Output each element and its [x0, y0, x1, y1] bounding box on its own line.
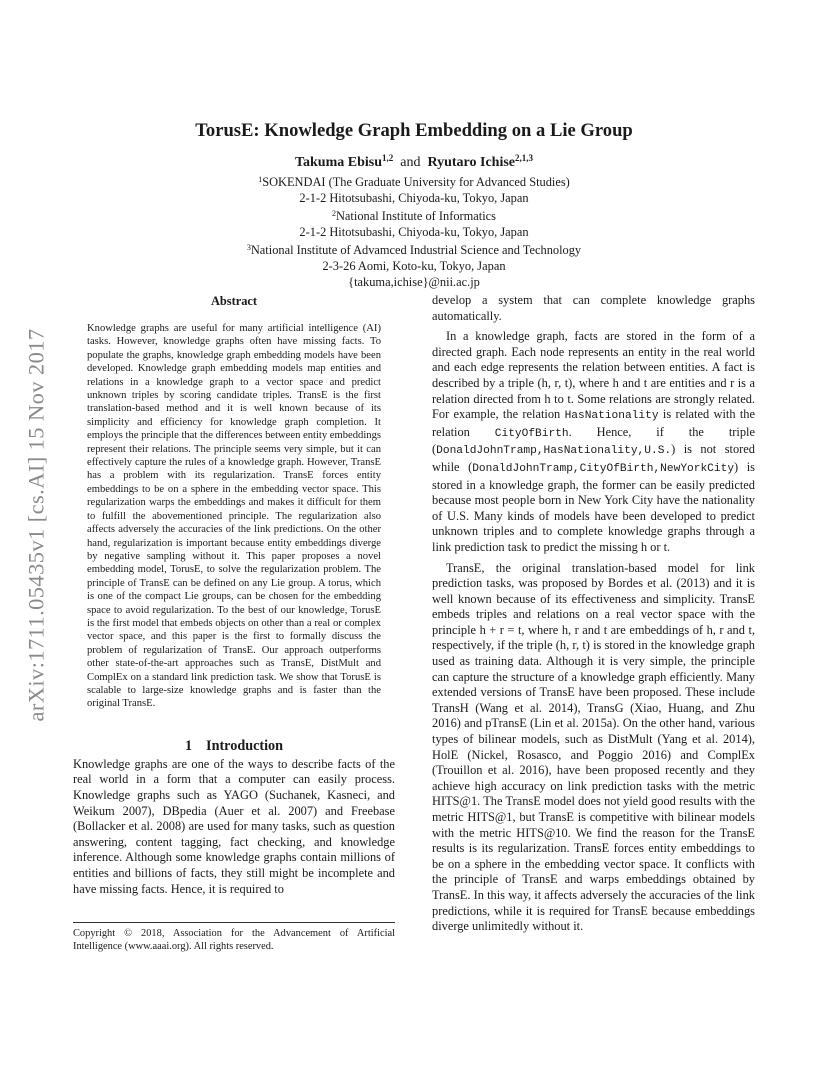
affiliation-text: SOKENDAI (The Graduate University for Advanced Studies) — [262, 175, 570, 189]
affiliation-line — [73, 240, 755, 259]
relation-name: CityOfBirth — [494, 427, 569, 440]
section-title: Introduction — [206, 737, 284, 754]
author-line — [73, 149, 755, 172]
paragraph-text: . Hence, if the triple ( — [432, 424, 755, 457]
author-2-affil: 2,1,3 — [515, 153, 534, 163]
affiliation-line — [73, 172, 755, 191]
author-1-affil: 1,2 — [382, 153, 394, 163]
affiliation-sup: 2 — [331, 209, 336, 219]
affiliation-line — [73, 206, 755, 225]
affiliation-text: 2-1-2 Hitotsubashi, Chiyoda-ku, Tokyo, Japan — [299, 224, 529, 239]
affiliation-line — [73, 225, 755, 241]
affiliation-text: 2-3-26 Aomi, Koto-ku, Tokyo, Japan — [322, 258, 506, 273]
abstract-heading: Abstract — [210, 294, 258, 308]
section-heading-introduction — [73, 737, 395, 755]
arxiv-stamp — [22, 290, 52, 760]
affiliation-sup: 1 — [258, 175, 263, 184]
paragraph-text: In a knowledge graph, facts are stored in the form of a directed graph. Each node represents an entity in the real world and each edge represents the relation between entities. A fact is described by a triple (h, r, t), where h and t are entities and r is a relation directed from h to t. Some relations are strongly related. For example, the relation — [432, 329, 755, 422]
copyright-footnote: Copyright © 2018, Association for the Advancement of Artificial Intelligence (www.aaai.org). All rights reserved. — [73, 922, 395, 953]
intro-paragraph-1: Knowledge graphs are one of the ways to describe facts of the real world in a form that a computer can easily process. Knowledge graphs such as YAGO (Suchanek, Kasneci, and Weikum 2007), DBpedia (Auer et al. 2007) and Freebase (Bollacker et al. 2008) are used for many tasks, such as question answering, content tagging, fact checking, and knowledge inference. Although some knowledge graphs contain millions of entities and billions of facts, they still might be incomplete and have missing facts. Hence, it is required to — [73, 756, 395, 896]
paragraph-text: ) is not stored while ( — [432, 442, 755, 474]
author-1-name: Takuma Ebisu — [294, 155, 383, 170]
affiliation-text: National Institute of Informatics — [335, 209, 496, 224]
relation-name: HasNationality — [564, 410, 659, 423]
triple-example: DonaldJohnTramp,CityOfBirth,NewYorkCity — [472, 462, 735, 475]
affiliations — [73, 172, 755, 290]
triple-example: DonaldJohnTramp,HasNationality,U.S. — [436, 445, 672, 458]
paper-title: TorusE: Knowledge Graph Embedding on a Lie Group — [195, 120, 633, 141]
left-column — [73, 293, 395, 897]
abstract-text: Knowledge graphs are useful for many artificial intelligence (AI) tasks. However, knowledge graphs often have missing facts. To populate the graphs, knowledge graph embedding models have been developed. Knowledge graph embedding models map entities and relations in a knowledge graph to a vector space and predict unknown triples by scoring candidate triples. TransE is the first translation-based method and it is well known because of its simplicity and efficiency for knowledge graph completion. It employs the principle that the differences between entity embeddings represent their relations. The principle seems very simple, but it can effectively capture the rules of a knowledge graph. However, TransE has a problem with its regularization. TransE forces entity embeddings to be on a sphere in the embedding vector space. This regularization warps the embeddings and makes it difficult for them to fulfill the abovementioned principle. The regularization also affects adversely the accuracies of the link predictions. On the other hand, regularization is important because entity embeddings diverge by negative sampling without it. This paper proposes a novel embedding model, TorusE, to solve the regularization problem. The principle of TransE can be defined on any Lie group. A torus, which is one of the compact Lie groups, can be chosen for the embedding space to avoid regularization. To the best of our knowledge, TorusE is the first model that embeds objects on other than a real or complex vector space, and this paper is the first to formally discuss the problem of regularization of TransE. Our approach outperforms other state-of-the-art approaches such as TransE, DistMult and ComplEx on a standard link prediction task. We show that TorusE is scalable to large-size knowledge graphs and is faster than the original TransE. — [87, 323, 381, 710]
email-text: {takuma,ichise}@nii.ac.jp — [348, 274, 480, 289]
intro-paragraph-3: TransE, the original translation-based model for link prediction tasks, was proposed by Bordes et al. (2013) and it is well known because of its effectiveness and simplicity. TransE embeds triples and relations on a real vector space with the principle h + r = t, where h, r and t are embeddings of h, r and t, respectively, if the triple (h, r, t) is stored in the knowledge graph used as training data. Although it is very simple, the principle can capture the structure of a knowledge graph efficiently. Many extended versions of TransE have been proposed. These include TransH (Wang et al. 2014), TransG (Xiao, Huang, and Zhu 2016) and pTransE (Lin et al. 2015a). On the other hand, various types of bilinear models, such as DistMult (Yang et al. 2014), HolE (Nickel, Rosasco, and Poggio 2016) and ComplEx (Trouillon et al. 2016), have been proposed recently and they achieve high accuracy on link prediction tasks with the metric HITS@1. The TransE model does not yield good results with the metric HITS@1, but TransE is competitive with bilinear models with the metric HITS@10. We find the reason for the TransE results is its regularization. TransE forces entity embeddings to be on a sphere in the embedding vector space. It conflicts with the principle of TransE and warps embeddings obtained by TransE. In this way, it affects adversely the accuracies of the link predictions, while it is required for TransE because embeddings diverge unlimitedly without it. — [432, 560, 755, 934]
paragraph-text: ) is stored in a knowledge graph, the former can be easily predicted because most people born in New York City have the nationality of U.S. Many kinds of models have been developed to predict unknown triples and to complete knowledge graphs through a link prediction task to predict the missing h or t. — [432, 459, 755, 554]
author-emails — [73, 275, 755, 291]
author-conjunction: and — [400, 155, 421, 170]
affiliation-line — [73, 191, 755, 207]
right-column — [432, 293, 755, 935]
intro-paragraph-1-continued: develop a system that can complete knowledge graphs automatically. — [432, 293, 755, 323]
affiliation-text: National Institute of Advamced Industrial Science and Technology — [250, 243, 582, 258]
section-number: 1 — [184, 737, 193, 754]
affiliation-text: 2-1-2 Hitotsubashi, Chiyoda-ku, Tokyo, Japan — [299, 190, 529, 205]
intro-paragraph-2 — [432, 329, 755, 555]
affiliation-line — [73, 259, 755, 275]
arxiv-stamp-text: arXiv:1711.05435v1 [cs.AI] 15 Nov 2017 — [24, 328, 50, 722]
author-2-name: Ryutaro Ichise — [427, 155, 516, 170]
paper-header — [73, 120, 755, 290]
affiliation-sup: 3 — [246, 243, 251, 253]
paragraph-text: is related with the relation — [432, 407, 755, 439]
